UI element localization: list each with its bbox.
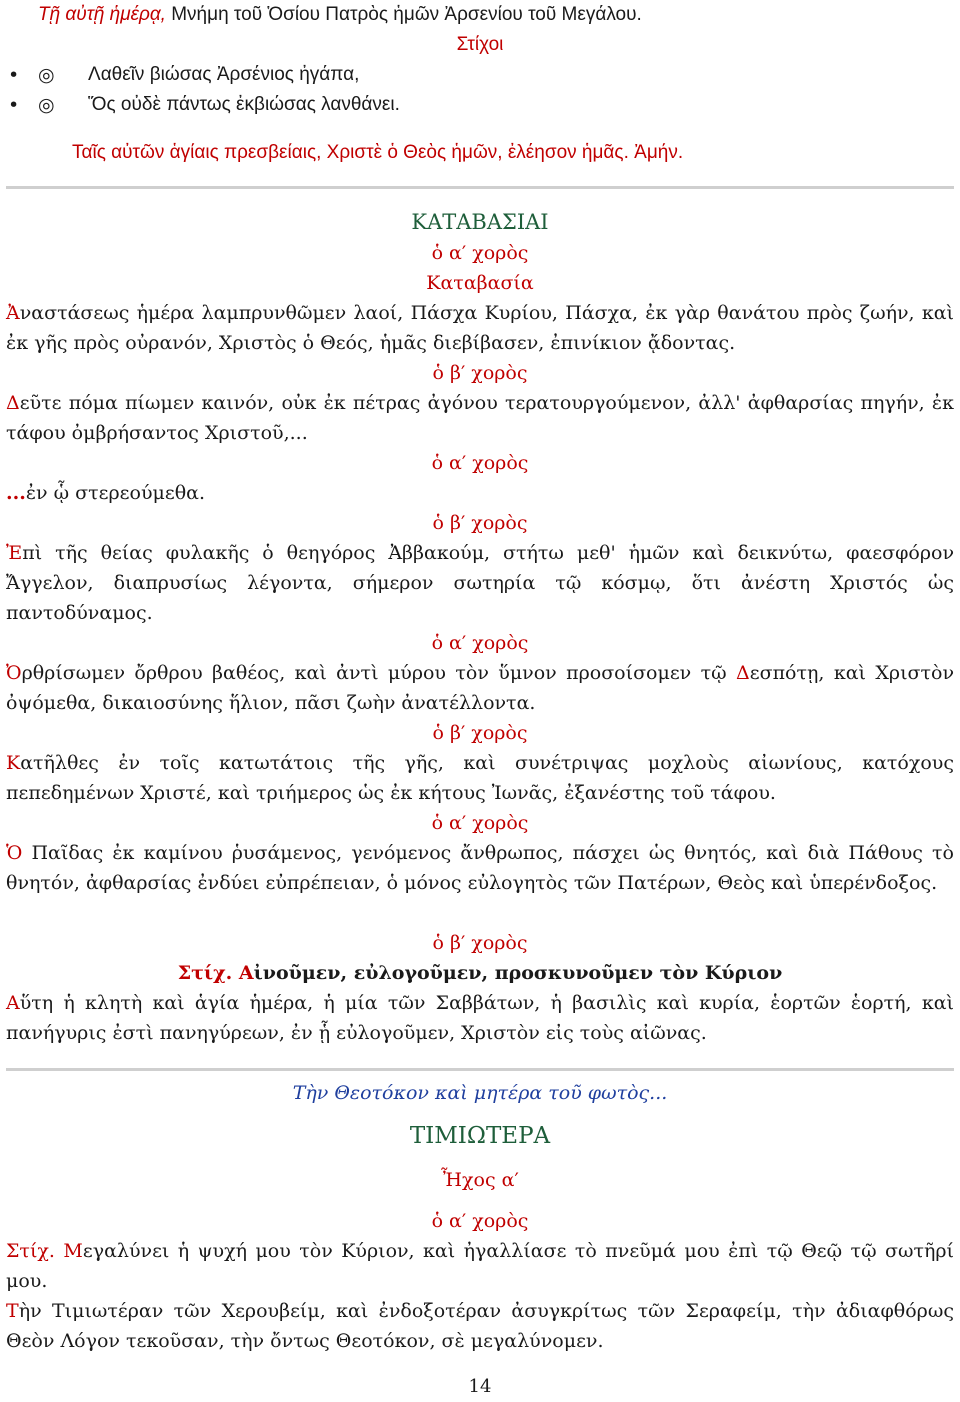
ellipsis-lead: ... — [6, 482, 26, 504]
prayer-line — [72, 138, 683, 168]
choir-heading: ὁ β′ χορὸς — [432, 932, 528, 954]
choir-heading: ὁ α′ χορὸς — [431, 1210, 529, 1232]
timiotera-incipit: Τὴν Θεοτόκον καὶ μητέρα τοῦ φωτὸς... — [292, 1082, 668, 1104]
feast-rest: Μνήμη τοῦ Ὁσίου Πατρὸς ἡμῶν Ἀρσενίου τοῦ Μεγάλου. — [165, 4, 642, 25]
drop-initial: Α — [6, 992, 20, 1014]
stichos-line: Στίχ. Αἰνοῦμεν, εὐλογοῦμεν, προσκυνοῦμεν τὸν Κύριον — [177, 962, 783, 984]
hymn-paragraph-7: Ὁ Παῖδας ἐκ καμίνου ῥυσάμενος, γενόμενος ἄνθρωπος, πάσχει ὡς θνητός, καὶ διὰ Πάθους τὸ θνητόν, ἀφθαρσίας ἐνδύει εὐπρέπειαν, ὁ μόνος εὐλογητὸς τῶν Πατέρων, Θεὸς καὶ ὑπερένδοξος. — [6, 842, 954, 894]
choir-heading: ὁ α′ χορὸς — [431, 452, 529, 474]
timiotera-hymn: Τὴν Τιμιωτέραν τῶν Χερουβείμ, καὶ ἐνδοξοτέραν ἀσυγκρίτως τῶν Σεραφείμ, τὴν ἀδιαφθόρως Θεὸν Λόγον τεκοῦσαν, τὴν ὄντως Θεοτόκον, σὲ μεγαλύνομεν. — [6, 1300, 954, 1352]
drop-initial: Α — [238, 962, 254, 984]
choir-heading: ὁ β′ χορὸς — [432, 722, 528, 744]
choir-heading: ὁ β′ χορὸς — [432, 362, 528, 384]
page-number: 14 — [468, 1376, 492, 1397]
drop-initial: Μ — [63, 1240, 83, 1262]
verse-mark-icon: ◎ — [38, 64, 55, 86]
drop-initial: Ἀ — [6, 302, 20, 324]
verse-1: Λαθεῖν βιώσας Ἀρσένιος ἠγάπα, — [88, 64, 360, 85]
bullet-2: • — [8, 94, 20, 116]
hymn-paragraph-6: Κατῆλθες ἐν τοῖς κατωτάτοις τῆς γῆς, καὶ συνέτριψας μοχλοὺς αἰωνίους, κατόχους πεπεδημένων Χριστέ, καὶ τριήμερος ὡς ἐκ κήτους Ἰωνᾶς, ἐξανέστης τοῦ τάφου. — [6, 752, 954, 804]
choir-heading: ὁ β′ χορὸς — [432, 512, 528, 534]
choir-heading: ὁ α′ χορὸς — [431, 812, 529, 834]
section-divider — [6, 186, 954, 189]
stich-label: Στίχ. — [177, 962, 233, 984]
hymn-paragraph-4: Ἐπὶ τῆς θείας φυλακῆς ὁ θεηγόρος Ἀββακούμ, στήτω μεθ' ἡμῶν καὶ δεικνύτω, φαεσφόρον Ἄγγελον, διαπρυσίως λέγοντα, σήμερον σωτηρία τῷ κόσμῳ, ὅτι ἀνέστη Χριστός ὡς παντοδύναμος. — [6, 542, 954, 624]
prayer-text: Ταῖς αὐτῶν ἁγίαις πρεσβείαις, Χριστὲ ὁ Θεὸς ἡμῶν, ἐλέησον ἡμᾶς. — [72, 142, 629, 163]
verse-2: Ὅς οὐδὲ πάντως ἐκβιώσας λανθάνει. — [88, 94, 400, 115]
bullet-1: • — [8, 64, 20, 86]
timiotera-title: ΤΙΜΙΩΤΕΡΑ — [409, 1123, 551, 1149]
hymn-paragraph-5: Ὀρθρίσωμεν ὄρθρου βαθέος, καὶ ἀντὶ μύρου τὸν ὕμνον προσοίσομεν τῷ Δεσπότῃ, καὶ Χριστὸν ὀψόμεθα, δικαιοσύνης ἥλιον, πᾶσι ζωὴν ἀνατέλλοντα. — [6, 662, 954, 714]
drop-initial: Τ — [6, 1300, 19, 1322]
drop-initial: Ὁ — [6, 842, 23, 864]
hymn-paragraph-1: Ἀναστάσεως ἡμέρα λαμπρυνθῶμεν λαοί, Πάσχα Κυρίου, Πάσχα, ἐκ γὰρ θανάτου πρὸς ζωήν, καὶ ἐκ γῆς πρὸς οὐρανόν, Χριστὸς ὁ Θεός, ἡμᾶς διεβίβασεν, ἐπινίκιον ᾄδοντας. — [6, 302, 954, 354]
katavasiai-title: ΚΑΤΑΒΑΣΙΑΙ — [411, 210, 549, 234]
feast-line — [38, 0, 642, 30]
feast-lead: Τῇ αὐτῇ ἡμέρᾳ, — [38, 4, 166, 25]
stich-label: Στίχ. — [6, 1240, 55, 1262]
drop-initial: Ἐ — [6, 542, 23, 564]
magnificat-stichos: Στίχ. Μεγαλύνει ἡ ψυχή μου τὸν Κύριον, καὶ ἠγαλλίασε τὸ πνεῦμά μου ἐπὶ τῷ Θεῷ τῷ σωτῆρί μου. — [6, 1240, 954, 1292]
drop-initial: Δ — [6, 392, 20, 414]
section-divider — [6, 1068, 954, 1071]
hymn-paragraph-3: ...ἐν ᾧ στερεούμεθα. — [6, 482, 206, 504]
choir-heading: ὁ α′ χορὸς — [431, 632, 529, 654]
tone-label: Ἦχος α′ — [441, 1169, 519, 1191]
hymn-paragraph-2: Δεῦτε πόμα πίωμεν καινόν, οὐκ ἐκ πέτρας ἀγόνου τερατουργούμενον, ἀλλ' ἀφθαρσίας πηγήν, ἐκ τάφου ὀμβρήσαντος Χριστοῦ,... — [6, 392, 954, 444]
hymn-paragraph-8: Αὕτη ἡ κλητὴ καὶ ἁγία ἡμέρα, ἡ μία τῶν Σαββάτων, ἡ βασιλὶς καὶ κυρία, ἑορτῶν ἑορτή, καὶ πανήγυρις ἐστὶ πανηγύρεων, ἐν ᾗ εὐλογοῦμεν, Χριστὸν εἰς τοὺς αἰῶνας. — [6, 992, 954, 1044]
drop-initial: Κ — [6, 752, 21, 774]
stichoi-heading: Στίχοι — [456, 34, 504, 55]
katavasia-label: Καταβασία — [426, 272, 534, 294]
amen-text: Ἀμήν. — [634, 142, 684, 163]
verse-mark-icon: ◎ — [38, 94, 55, 116]
drop-initial: Ὀ — [6, 662, 22, 684]
inline-initial: Δ — [736, 662, 750, 684]
choir-heading: ὁ α′ χορὸς — [431, 242, 529, 264]
